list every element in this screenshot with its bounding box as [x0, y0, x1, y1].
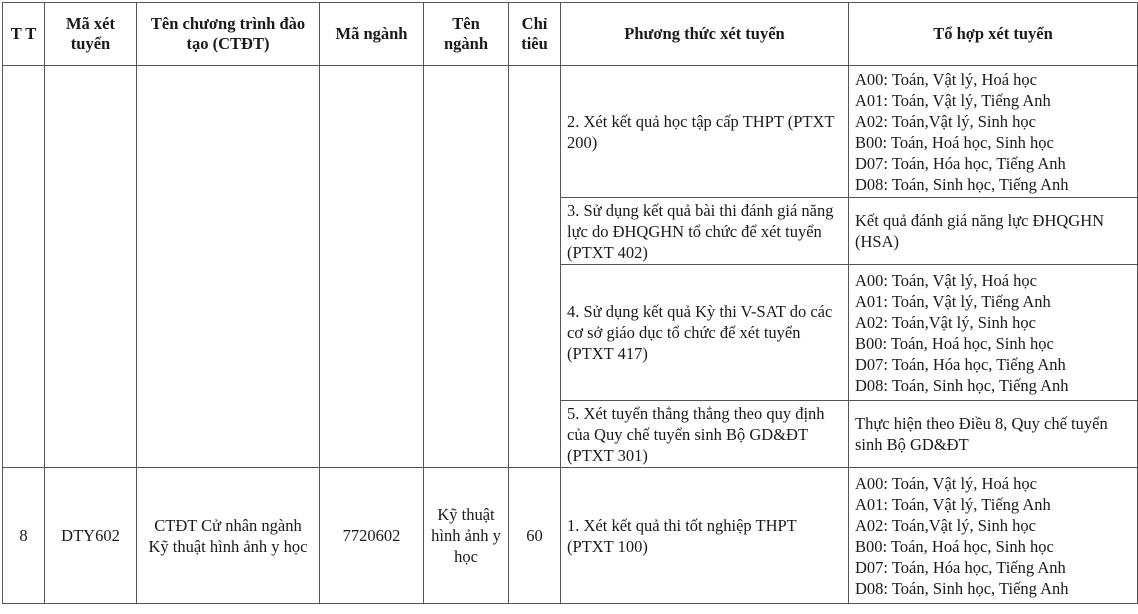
table-row [3, 66, 1138, 198]
table-row [3, 468, 1138, 604]
combo-cell [849, 66, 1138, 198]
combo-line: D08: Toán, Sinh học, Tiếng Anh [855, 174, 1069, 194]
method-cell: 4. Sử dụng kết quả Kỳ thi V-SAT do các cơ sở giáo dục tổ chức để xét tuyển (PTXT 417) [561, 265, 849, 401]
method-cell: 1. Xét kết quả thi tốt nghiệp THPT (PTXT 100) [561, 468, 849, 604]
method-cell: 3. Sử dụng kết quả bài thi đánh giá năng lực do ĐHQGHN tổ chức để xét tuyển (PTXT 402) [561, 198, 849, 265]
combo-line: A02: Toán,Vật lý, Sinh học [855, 111, 1036, 131]
combo-line: B00: Toán, Hoá học, Sinh học [855, 132, 1054, 152]
combo-line: D07: Toán, Hóa học, Tiếng Anh [855, 354, 1066, 374]
combo-line: D08: Toán, Sinh học, Tiếng Anh [855, 375, 1069, 395]
header-ten-ctdt: Tên chương trình đào tạo (CTĐT) [137, 3, 320, 66]
header-ma-nganh: Mã ngành [320, 3, 424, 66]
header-to-hop: Tổ hợp xét tuyển [849, 3, 1138, 66]
header-ma-xet-tuyen: Mã xét tuyển [45, 3, 137, 66]
combo-cell [849, 468, 1138, 604]
combo-cell: Kết quả đánh giá năng lực ĐHQGHN (HSA) [849, 198, 1138, 265]
header-phuong-thuc: Phương thức xét tuyển [561, 3, 849, 66]
header-row [3, 3, 1138, 66]
combo-line: A01: Toán, Vật lý, Tiếng Anh [855, 90, 1051, 110]
combo-line: B00: Toán, Hoá học, Sinh học [855, 333, 1054, 353]
ten-ctdt-cell: CTĐT Cử nhân ngành Kỹ thuật hình ảnh y học [137, 468, 320, 604]
empty-ctdt-cell [137, 66, 320, 468]
tt-cell: 8 [3, 468, 45, 604]
empty-ma-cell [45, 66, 137, 468]
combo-line: A00: Toán, Vật lý, Hoá học [855, 69, 1037, 89]
combo-line: A00: Toán, Vật lý, Hoá học [855, 270, 1037, 290]
combo-line: D07: Toán, Hóa học, Tiếng Anh [855, 153, 1066, 173]
chi-tieu-cell: 60 [509, 468, 561, 604]
combo-line: D08: Toán, Sinh học, Tiếng Anh [855, 578, 1069, 598]
combo-line: B00: Toán, Hoá học, Sinh học [855, 536, 1054, 556]
combo-cell: Thực hiện theo Điều 8, Quy chế tuyển sinh Bộ GD&ĐT [849, 401, 1138, 468]
ma-xet-tuyen-cell: DTY602 [45, 468, 137, 604]
combo-cell [849, 265, 1138, 401]
empty-ten-nganh-cell [424, 66, 509, 468]
combo-line: A01: Toán, Vật lý, Tiếng Anh [855, 494, 1051, 514]
empty-chi-tieu-cell [509, 66, 561, 468]
method-cell: 5. Xét tuyển thẳng thẳng theo quy định của Quy chế tuyển sinh Bộ GD&ĐT (PTXT 301) [561, 401, 849, 468]
empty-ma-nganh-cell [320, 66, 424, 468]
combo-line: A02: Toán,Vật lý, Sinh học [855, 515, 1036, 535]
method-cell: 2. Xét kết quả học tập cấp THPT (PTXT 200) [561, 66, 849, 198]
combo-line: A01: Toán, Vật lý, Tiếng Anh [855, 291, 1051, 311]
header-ten-nganh: Tên ngành [424, 3, 509, 66]
ten-nganh-cell: Kỹ thuật hình ảnh y học [424, 468, 509, 604]
header-tt: T T [3, 3, 45, 66]
combo-line: A00: Toán, Vật lý, Hoá học [855, 473, 1037, 493]
empty-tt-cell [3, 66, 45, 468]
combo-line: D07: Toán, Hóa học, Tiếng Anh [855, 557, 1066, 577]
header-chi-tieu: Chỉ tiêu [509, 3, 561, 66]
admission-table [2, 2, 1138, 604]
combo-line: A02: Toán,Vật lý, Sinh học [855, 312, 1036, 332]
ma-nganh-cell: 7720602 [320, 468, 424, 604]
